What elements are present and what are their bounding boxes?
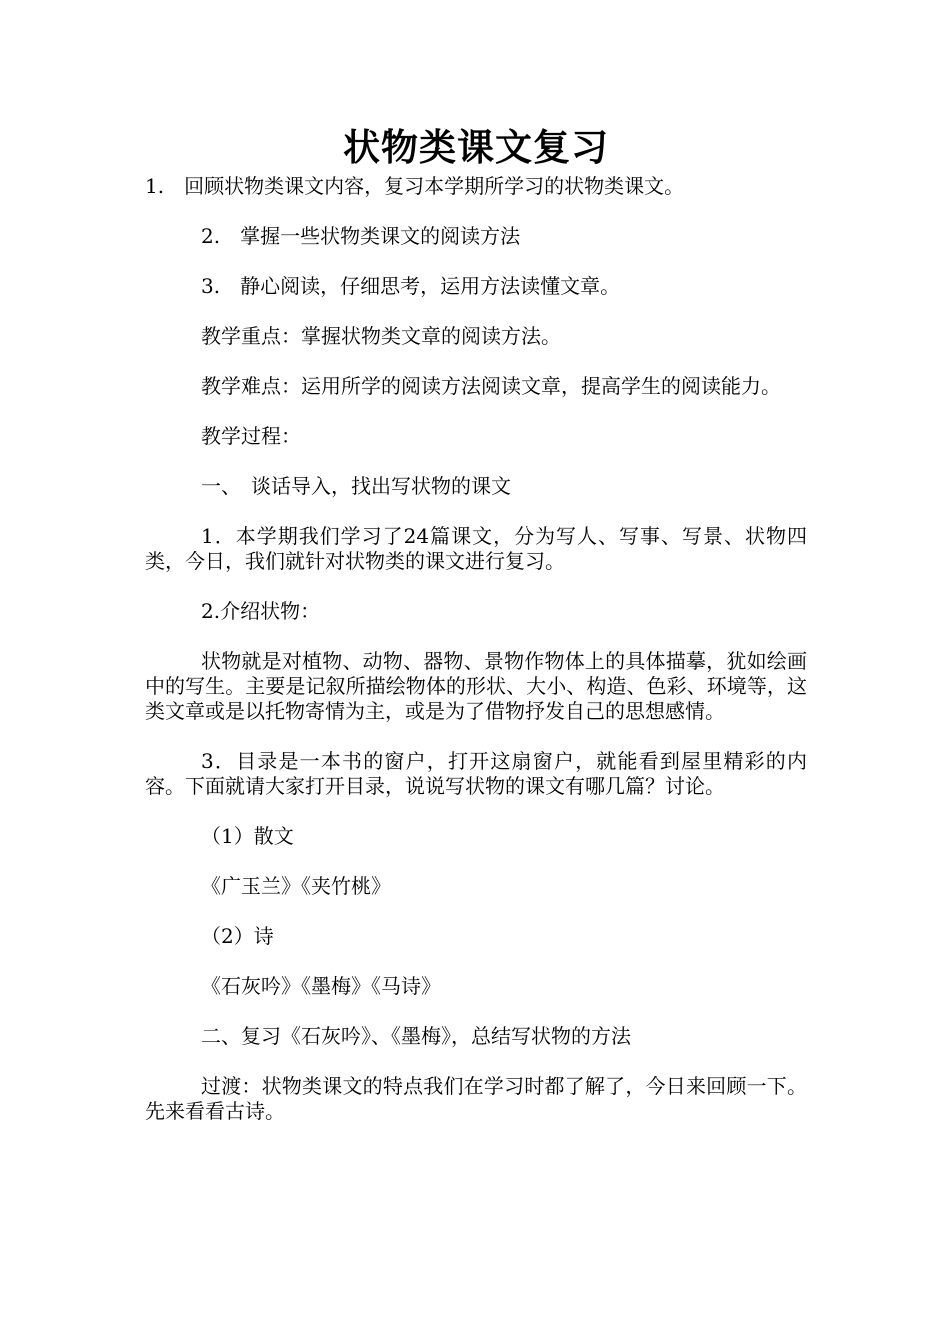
paragraph-poem-titles: 《石灰吟》《墨梅》《马诗》 (201, 974, 441, 998)
paragraph-section-2-heading: 二、复习《石灰吟》、《墨梅》，总结写状物的方法 (201, 1024, 631, 1048)
paragraph-transition: 过渡：状物类课文的特点我们在学习时都了解了，今日来回顾一下。先来看看古诗。 (145, 1074, 807, 1123)
paragraph-category-poem: （2）诗 (201, 924, 274, 948)
paragraph-objective-1: 1. 回顾状物类课文内容，复习本学期所学习的状物类课文。 (145, 174, 685, 198)
paragraph-objective-2: 2. 掌握一些状物类课文的阅读方法 (201, 224, 521, 248)
paragraph-step-2-heading: 2.介绍状物： (201, 599, 321, 623)
paragraph-key-point: 教学重点：掌握状物类文章的阅读方法。 (201, 324, 561, 348)
document-page (145, 120, 807, 1149)
paragraph-step-3: 3．目录是一本书的窗户，打开这扇窗户，就能看到屋里精彩的内容。下面就请大家打开目录，说说写状物的课文有哪几篇？讨论。 (145, 749, 807, 798)
paragraph-process-heading: 教学过程： (201, 424, 301, 448)
paragraph-category-prose: （1）散文 (201, 824, 294, 848)
paragraph-prose-titles: 《广玉兰》《夹竹桃》 (201, 874, 391, 898)
paragraph-objective-3: 3. 静心阅读，仔细思考，运用方法读懂文章。 (201, 274, 621, 298)
paragraph-step-2-body: 状物就是对植物、动物、器物、景物作物体上的具体描摹，犹如绘画中的写生。主要是记叙所描绘物体的形状、大小、构造、色彩、环境等，这类文章或是以托物寄情为主，或是为了借物抒发自己的思想感情。 (145, 649, 807, 723)
paragraph-section-1-heading: 一、 谈话导入，找出写状物的课文 (201, 474, 511, 498)
document-title: 状物类课文复习 (343, 125, 609, 169)
paragraph-step-1: 1．本学期我们学习了24篇课文，分为写人、写事、写景、状物四类，今日，我们就针对状物类的课文进行复习。 (145, 524, 807, 573)
paragraph-difficulty: 教学难点：运用所学的阅读方法阅读文章，提高学生的阅读能力。 (201, 374, 781, 398)
